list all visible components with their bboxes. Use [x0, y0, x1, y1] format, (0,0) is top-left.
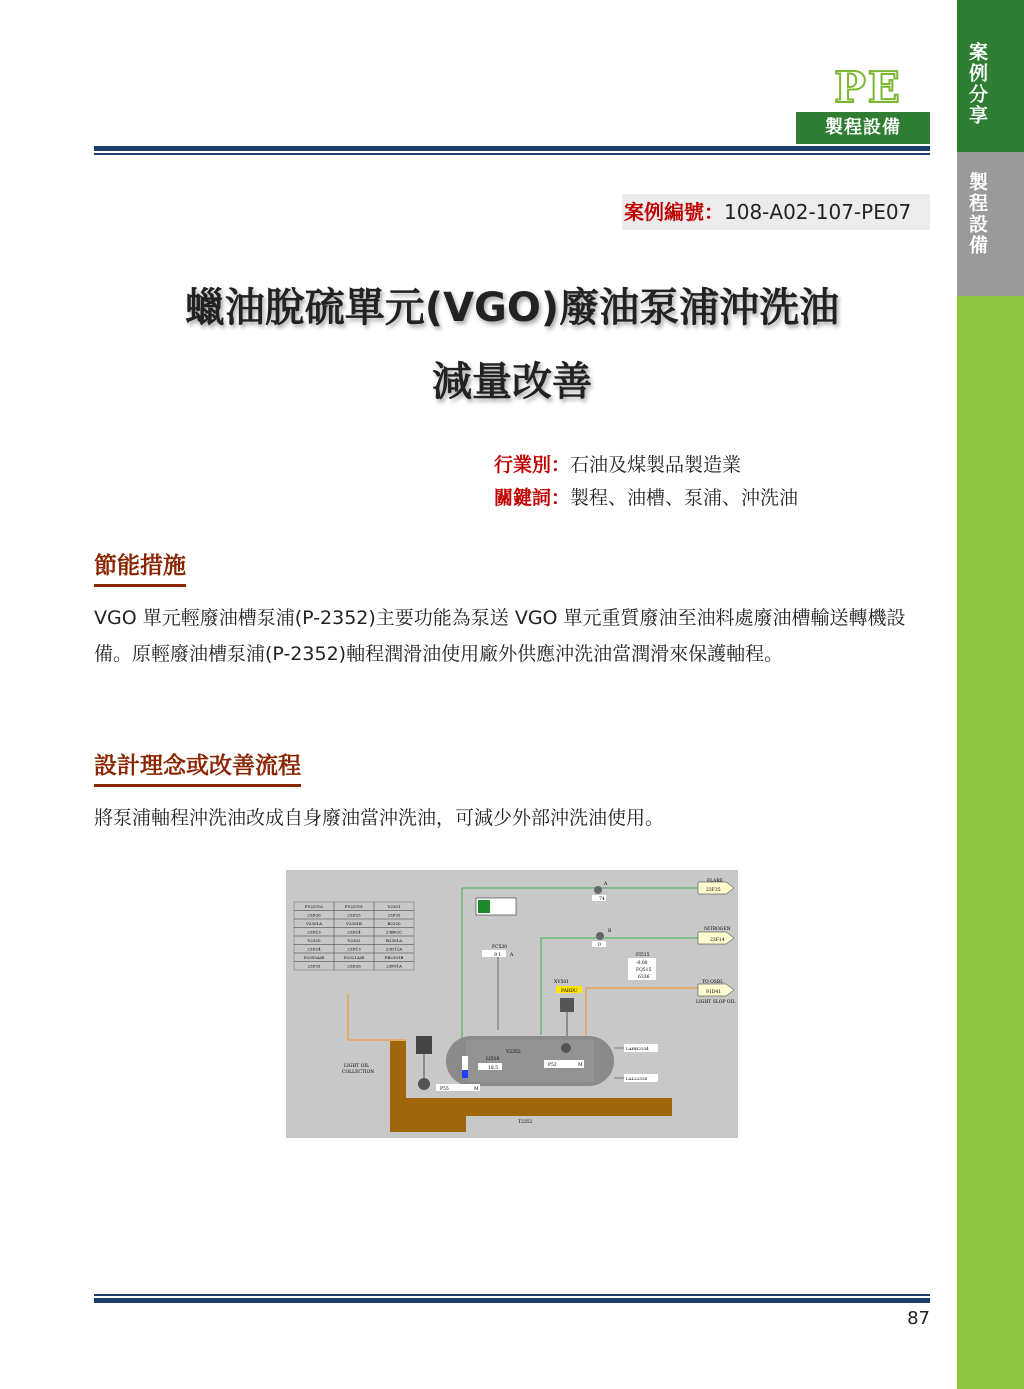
table-cell-text: 23D13 — [347, 946, 361, 952]
to-osbl-label: TO OSBL — [702, 980, 724, 985]
case-number-label: 案例編號 — [624, 200, 704, 224]
page-title-line2: 減量改善 — [432, 359, 592, 405]
table-cell-text: FV23702 — [304, 904, 324, 909]
collection-pump-icon — [418, 1078, 430, 1090]
keywords-row: 關鍵詞：製程、油槽、泵浦、沖洗油 — [494, 487, 799, 509]
pump-motor-icon — [561, 1043, 571, 1053]
nitrogen-label: NITROGEN — [704, 927, 731, 932]
osbl-tag: 91D41 — [706, 990, 722, 995]
fc-mode: A — [510, 953, 514, 958]
valve-a-label: A — [604, 882, 608, 887]
table-cell-text: 23D11A — [385, 946, 403, 952]
pe-logo: PE — [834, 63, 902, 112]
table-cell-text: FV23701 — [344, 904, 364, 909]
keywords-value: 製程、油槽、泵浦、沖洗油 — [570, 487, 799, 509]
vessel-tag: V2352 — [506, 1050, 521, 1055]
header-rule — [94, 146, 930, 151]
side-tab-category-name: 製程設備 — [966, 172, 988, 256]
page-number: 87 — [907, 1308, 930, 1329]
equipment-table — [294, 902, 414, 970]
keywords-label: 關鍵詞 — [494, 487, 552, 509]
table-cell-text: 23D13 — [307, 929, 321, 935]
side-tab-category-short: 案例分享 — [966, 42, 988, 126]
valve-b-value: 0 — [598, 943, 601, 948]
category-badge: 製程設備 — [796, 112, 930, 144]
table-cell-text: P2321A/B — [343, 955, 365, 960]
table-cell-text: 23F35 — [307, 963, 321, 969]
li-tag: LI516 — [486, 1057, 500, 1062]
footer-rule — [94, 1298, 930, 1303]
fi-value: -0.00 — [636, 961, 648, 966]
flare-label: FLARE — [707, 879, 724, 884]
slop-label: LIGHT SLOP OIL — [696, 1000, 736, 1005]
table-cell-text: P2355A/B — [303, 955, 325, 960]
xv-actuator-icon — [560, 998, 574, 1012]
pump2-mode: M — [474, 1087, 479, 1092]
lal-tag: LALL2534 — [626, 1076, 648, 1081]
fq-tag: FQ515 — [636, 968, 652, 973]
valve-a-value: 74 — [599, 897, 605, 902]
fq-value: 6336 — [638, 975, 650, 980]
table-cell-text: V2302 — [347, 938, 361, 943]
table-cell-text: V2301A — [306, 921, 322, 926]
industry-label: 行業別 — [494, 454, 552, 476]
table-cell-text: V2320 — [307, 938, 321, 943]
section-body-design-concept: 將泵浦軸程沖洗油改成自身廢油當沖洗油，可減少外部沖洗油使用。 — [94, 807, 665, 829]
xv-tag: XV501 — [554, 980, 570, 985]
fc-value: 9.1 — [494, 953, 502, 958]
level-gauge-fill — [462, 1070, 468, 1078]
industry-row: 行業別：石油及煤製品製造業 — [494, 454, 742, 476]
case-number-box — [622, 194, 930, 230]
table-cell-text: B2301A — [385, 938, 403, 943]
li-value: 18.5 — [488, 1066, 499, 1071]
collection-label-1: LIGHT OIL — [344, 1064, 370, 1069]
case-number-separator: ： — [704, 200, 724, 224]
table-cell-text: 23B02C — [385, 929, 403, 935]
control-valve-indicator — [478, 900, 490, 913]
table-cell-text: PB2301B — [384, 955, 404, 960]
footer-rule-thin — [94, 1294, 930, 1296]
table-cell-text: V2351 — [387, 904, 401, 909]
pump-tag: P52 — [548, 1063, 557, 1068]
page-title-line1: 蠟油脫硫單元(VGO)廢油泵浦沖洗油 — [184, 285, 840, 331]
fc-tag: FC530 — [492, 945, 508, 950]
table-cell-text: 23F01A — [386, 963, 402, 969]
section-body-energy-measures: VGO 單元輕廢油槽泵浦(P-2352)主要功能為泵送 VGO 單元重質廢油至油料處廢油槽輸送轉機設備。原輕廢油槽泵浦(P-2352)軸程潤滑油使用廠外供應沖洗油當潤滑來保護軸程。 — [94, 607, 906, 665]
lah-tag: LAHH2534 — [626, 1046, 649, 1051]
process-diagram — [286, 870, 738, 1138]
collection-label-2: COLLECTION — [342, 1070, 375, 1075]
table-cell-text: 23D24 — [307, 946, 321, 952]
table-cell-text: V2301B — [345, 921, 363, 926]
pump-mode: M — [578, 1063, 583, 1068]
tank-tag: T2352 — [518, 1120, 533, 1125]
pump2-tag: P55 — [440, 1087, 449, 1092]
valve-b-icon — [596, 932, 604, 940]
section-title-design-concept: 設計理念或改善流程 — [94, 747, 301, 787]
flare-tag: 23F35 — [706, 888, 721, 893]
collection-pump-motor-icon — [416, 1036, 432, 1054]
table-cell-text: 23D14 — [347, 929, 361, 935]
section-title-energy-measures: 節能措施 — [94, 547, 186, 587]
header-rule-thin — [94, 153, 930, 155]
xv-status: PARDU — [561, 989, 578, 994]
table-cell-text: 23D25 — [347, 912, 361, 918]
valve-b-label: B — [608, 929, 612, 934]
industry-value: 石油及煤製品製造業 — [570, 454, 742, 476]
table-cell-text: 23F35 — [387, 912, 401, 918]
table-cell-text: 23D26 — [347, 963, 361, 969]
table-cell-text: 23D26 — [307, 912, 321, 918]
fi-tag: FI515 — [636, 953, 650, 958]
table-cell-text: B2320 — [387, 921, 401, 926]
valve-a-icon — [594, 886, 602, 894]
case-number: 108-A02-107-PE07 — [724, 200, 912, 224]
nitrogen-tag: 23F14 — [710, 938, 725, 943]
